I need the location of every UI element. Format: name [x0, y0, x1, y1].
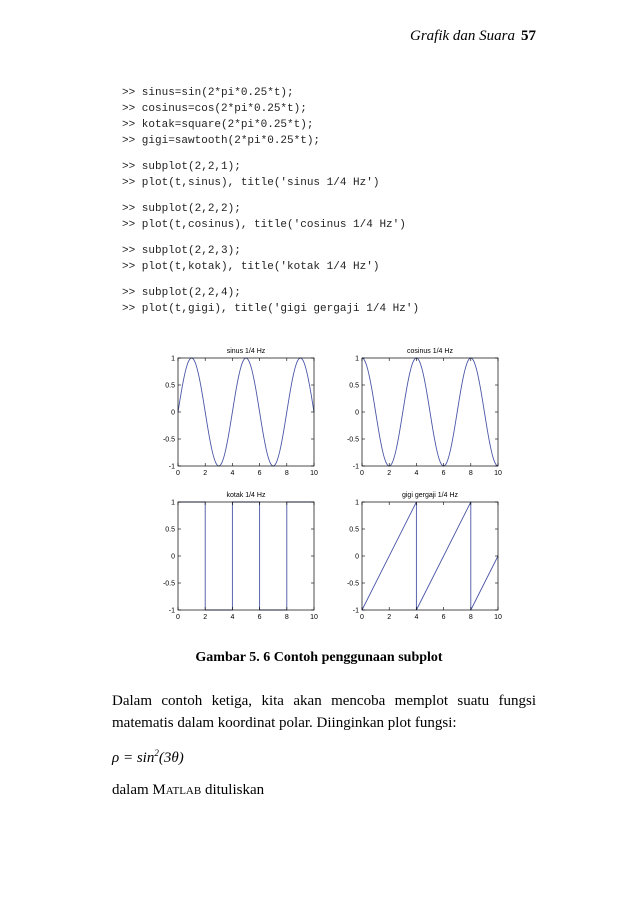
formula — [112, 748, 184, 767]
formula-exponent: 2 — [154, 748, 159, 758]
series-line — [362, 358, 498, 466]
x-tick-label: 0 — [360, 470, 364, 477]
code-line: >> kotak=square(2*pi*0.25*t); — [122, 119, 314, 131]
subplot-1 — [163, 348, 318, 477]
x-tick-label: 10 — [310, 470, 318, 477]
x-tick-label: 6 — [257, 614, 262, 621]
x-tick-label: 6 — [441, 614, 446, 621]
series-line — [178, 502, 314, 610]
x-tick-label: 2 — [387, 470, 392, 477]
code-block — [122, 285, 419, 317]
formula-lhs: ρ = sin — [112, 750, 155, 766]
x-tick-label: 2 — [387, 614, 392, 621]
x-tick-label: 2 — [203, 614, 208, 621]
x-tick-label: 8 — [468, 614, 473, 621]
y-tick-label: 0 — [355, 553, 359, 561]
y-tick-label: 0 — [171, 409, 175, 417]
x-tick-label: 6 — [257, 470, 262, 477]
y-tick-label: 1 — [355, 355, 359, 363]
subplot-figure — [140, 340, 520, 630]
y-tick-label: 0.5 — [165, 382, 175, 390]
code-line: >> subplot(2,2,3); — [122, 245, 241, 257]
page-header — [410, 28, 536, 45]
y-tick-label: -1 — [352, 607, 359, 615]
x-tick-label: 2 — [203, 470, 208, 477]
axes-frame — [362, 502, 498, 610]
code-line: >> plot(t,sinus), title('sinus 1/4 Hz') — [122, 177, 380, 189]
y-tick-label: 0.5 — [349, 526, 359, 534]
y-tick-label: -0.5 — [346, 580, 359, 588]
code-line: >> gigi=sawtooth(2*pi*0.25*t); — [122, 135, 321, 147]
y-tick-label: -0.5 — [162, 580, 175, 588]
subplot-4 — [347, 492, 502, 621]
code-listing — [122, 85, 419, 327]
x-tick-label: 10 — [494, 470, 502, 477]
subplot-title: cosinus 1/4 Hz — [407, 348, 453, 355]
figure-caption: Gambar 5. 6 Contoh penggunaan subplot — [195, 650, 443, 665]
x-tick-label: 0 — [360, 614, 364, 621]
y-tick-label: 0 — [171, 553, 175, 561]
subplot-title: gigi gergaji 1/4 Hz — [401, 492, 459, 499]
subplot-2 — [347, 348, 502, 477]
y-tick-label: -0.5 — [162, 436, 175, 444]
closing-before: dalam — [112, 782, 153, 798]
code-block — [122, 201, 419, 233]
code-line: >> plot(t,cosinus), title('cosinus 1/4 Hz') — [122, 219, 406, 231]
code-block — [122, 159, 419, 191]
x-tick-label: 4 — [414, 614, 419, 621]
axes-frame — [178, 502, 314, 610]
subplot-3 — [163, 492, 318, 621]
body-paragraph: Dalam contoh ketiga, kita akan mencoba memplot suatu fungsi matematis dalam koordinat polar. Diinginkan plot fungsi: — [112, 693, 536, 731]
x-tick-label: 8 — [284, 470, 289, 477]
x-tick-label: 8 — [284, 614, 289, 621]
series-line — [362, 502, 498, 610]
y-tick-label: -1 — [168, 463, 175, 471]
formula-rhs: (3θ) — [158, 750, 184, 766]
y-tick-label: -1 — [352, 463, 359, 471]
subplot-title: kotak 1/4 Hz — [226, 492, 266, 499]
code-block — [122, 243, 419, 275]
x-tick-label: 0 — [176, 470, 180, 477]
closing-after: dituliskan — [201, 782, 265, 798]
header-title: Grafik dan Suara — [410, 28, 515, 44]
y-tick-label: 1 — [355, 499, 359, 507]
code-line: >> subplot(2,2,4); — [122, 287, 241, 299]
code-line: >> plot(t,gigi), title('gigi gergaji 1/4 Hz') — [122, 303, 420, 315]
series-line — [178, 358, 314, 466]
y-tick-label: 1 — [171, 355, 175, 363]
x-tick-label: 4 — [230, 614, 235, 621]
x-tick-label: 0 — [176, 614, 180, 621]
subplot-title: sinus 1/4 Hz — [226, 348, 266, 355]
y-tick-label: 0.5 — [165, 526, 175, 534]
code-line: >> plot(t,kotak), title('kotak 1/4 Hz') — [122, 261, 380, 273]
y-tick-label: -0.5 — [346, 436, 359, 444]
x-tick-label: 4 — [230, 470, 235, 477]
x-tick-label: 10 — [310, 614, 318, 621]
code-line: >> subplot(2,2,1); — [122, 161, 241, 173]
x-tick-label: 8 — [468, 470, 473, 477]
closing-text — [112, 782, 264, 799]
y-tick-label: -1 — [168, 607, 175, 615]
y-tick-label: 1 — [171, 499, 175, 507]
code-line: >> subplot(2,2,2); — [122, 203, 241, 215]
x-tick-label: 4 — [414, 470, 419, 477]
page-number: 57 — [521, 28, 536, 44]
y-tick-label: 0 — [355, 409, 359, 417]
code-block — [122, 85, 419, 149]
code-line: >> cosinus=cos(2*pi*0.25*t); — [122, 103, 307, 115]
x-tick-label: 6 — [441, 470, 446, 477]
x-tick-label: 10 — [494, 614, 502, 621]
y-tick-label: 0.5 — [349, 382, 359, 390]
matlab-name: Matlab — [152, 782, 202, 798]
code-line: >> sinus=sin(2*pi*0.25*t); — [122, 87, 294, 99]
